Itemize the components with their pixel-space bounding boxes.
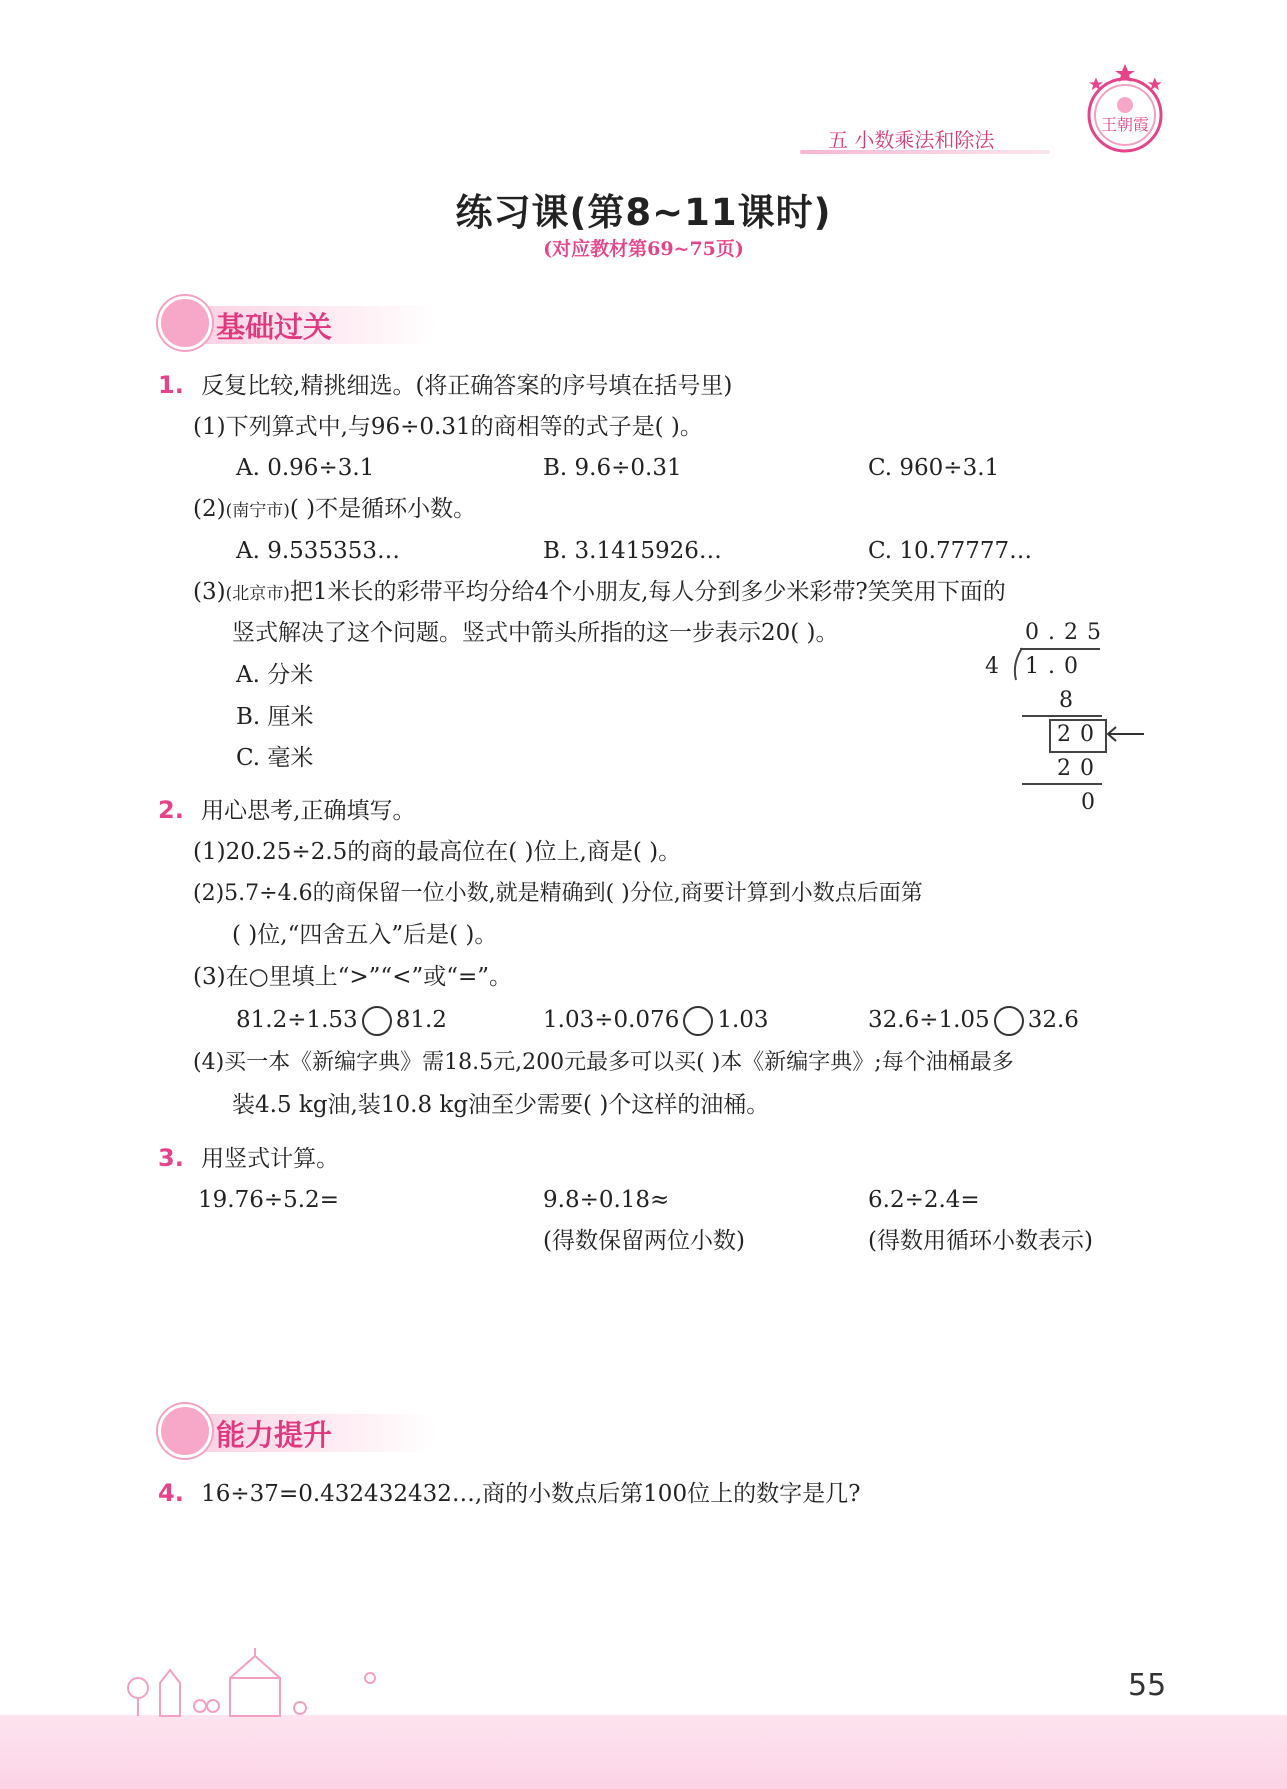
q1-p3-line1: 把1米长的彩带平均分给4个小朋友,每人分到多少米彩带?笑笑用下面的 [289, 579, 1006, 605]
q2-part4-line1: (4)买一本《新编字典》需18.5元,200元最多可以买( )本《新编字典》;每个油桶最多 [193, 1050, 1014, 1075]
compare-item [868, 1005, 1079, 1036]
division-line-2 [1022, 783, 1102, 785]
division-step-3: 20 [1057, 756, 1103, 781]
q1-p2-region-tag: (南宁市) [225, 501, 290, 521]
compare-item [236, 1005, 447, 1036]
q2-part1: (1)20.25÷2.5的商的最高位在( )位上,商是( )。 [193, 839, 682, 865]
q4-row [158, 1478, 860, 1509]
section-header-basic [158, 296, 458, 348]
compare-right: 32.6 [1027, 1007, 1079, 1033]
compare-left: 32.6÷1.05 [868, 1007, 990, 1033]
footer-band [0, 1715, 1287, 1789]
division-dividend: 1.0 [1025, 654, 1087, 679]
q1-p2-option-a: A. 9.535353… [236, 538, 400, 564]
division-remainder: 0 [1081, 790, 1104, 815]
q3-note-2: (得数保留两位小数) [543, 1228, 745, 1254]
q2-part3: (3)在○里填上“>”“<”或“=”。 [193, 964, 513, 990]
arrow-left-icon [1104, 722, 1146, 746]
brand-logo [1075, 60, 1175, 160]
compare-circle[interactable] [683, 1006, 713, 1036]
section-title-advanced: 能力提升 [216, 1418, 333, 1452]
compare-left: 81.2÷1.53 [236, 1007, 358, 1033]
q3-stem-row [158, 1143, 339, 1174]
q3-stem: 用竖式计算。 [201, 1146, 340, 1172]
q4-number: 4. [158, 1479, 184, 1507]
q1-p3-prefix: (3) [193, 579, 226, 605]
q1-p1-option-a: A. 0.96÷3.1 [236, 455, 375, 481]
q3-expr-1: 19.76÷5.2= [198, 1187, 339, 1213]
division-line-1 [1022, 715, 1102, 717]
division-quotient: 0.25 [1025, 620, 1110, 645]
division-step-2: 20 [1057, 722, 1103, 747]
compare-circle[interactable] [994, 1006, 1024, 1036]
division-bracket [1010, 646, 1026, 682]
q1-part3-line1 [193, 577, 1006, 609]
q4-text: 16÷37=0.432432432…,商的小数点后第100位上的数字是几? [201, 1481, 861, 1507]
section-title-basic: 基础过关 [216, 310, 333, 344]
q2-stem-row [158, 795, 415, 826]
chapter-label: 五 小数乘法和除法 [828, 128, 995, 152]
q1-number: 1. [158, 371, 184, 399]
compare-left: 1.03÷0.076 [543, 1007, 680, 1033]
q1-p3-option-c: C. 毫米 [236, 745, 314, 771]
page-number: 55 [1128, 1668, 1167, 1703]
q3-expr-3: 6.2÷2.4= [868, 1187, 980, 1213]
division-step-1: 8 [1059, 688, 1082, 713]
q1-p3-line2: 竖式解决了这个问题。竖式中箭头所指的这一步表示20( )。 [232, 620, 839, 646]
compare-item [543, 1005, 769, 1036]
q2-part2-line2: ( )位,“四舍五入”后是( )。 [232, 922, 498, 948]
q1-p2-prefix: (2) [193, 496, 226, 522]
q2-part4-line2: 装4.5 kg油,装10.8 kg油至少需要( )个这样的油桶。 [232, 1092, 770, 1118]
q3-number: 3. [158, 1144, 184, 1172]
division-bar [1020, 648, 1100, 650]
svg-text:王朝霞: 王朝霞 [1100, 115, 1150, 134]
q1-p1-option-b: B. 9.6÷0.31 [543, 455, 682, 481]
q3-expr-2: 9.8÷0.18≈ [543, 1187, 670, 1213]
compare-right: 81.2 [395, 1007, 447, 1033]
q1-stem-row [158, 370, 732, 401]
q1-p3-region-tag: (北京市) [225, 584, 290, 604]
division-divisor: 4 [985, 654, 1008, 679]
compare-circle[interactable] [362, 1006, 392, 1036]
section-header-advanced [158, 1404, 458, 1456]
q1-p2-option-c: C. 10.77777… [868, 538, 1033, 564]
page-subtitle: (对应教材第69~75页) [543, 238, 744, 260]
compare-right: 1.03 [717, 1007, 769, 1033]
q1-p3-option-a: A. 分米 [236, 662, 314, 688]
boy-avatar-icon [158, 1404, 212, 1458]
q1-stem: 反复比较,精挑细选。(将正确答案的序号填在括号里) [201, 373, 733, 399]
brand-logo-graphic [1075, 60, 1175, 160]
girl-avatar-icon [158, 296, 212, 350]
q1-p3-option-b: B. 厘米 [236, 704, 314, 730]
castle-decoration-icon [120, 1648, 420, 1718]
page-title: 练习课(第8~11课时) [455, 191, 832, 234]
q1-p2-option-b: B. 3.1415926… [543, 538, 722, 564]
q1-part1: (1)下列算式中,与96÷0.31的商相等的式子是( )。 [193, 414, 703, 440]
chapter-tag [800, 118, 1060, 156]
q2-number: 2. [158, 796, 184, 824]
q3-note-3: (得数用循环小数表示) [868, 1228, 1093, 1254]
q1-p2-text: ( )不是循环小数。 [289, 496, 477, 522]
division-highlight-box [1049, 719, 1107, 753]
q2-stem: 用心思考,正确填写。 [201, 798, 416, 824]
q2-part2-line1: (2)5.7÷4.6的商保留一位小数,就是精确到( )分位,商要计算到小数点后面第 [193, 881, 923, 906]
q1-p1-option-c: C. 960÷3.1 [868, 455, 1000, 481]
q1-part2 [193, 494, 476, 526]
